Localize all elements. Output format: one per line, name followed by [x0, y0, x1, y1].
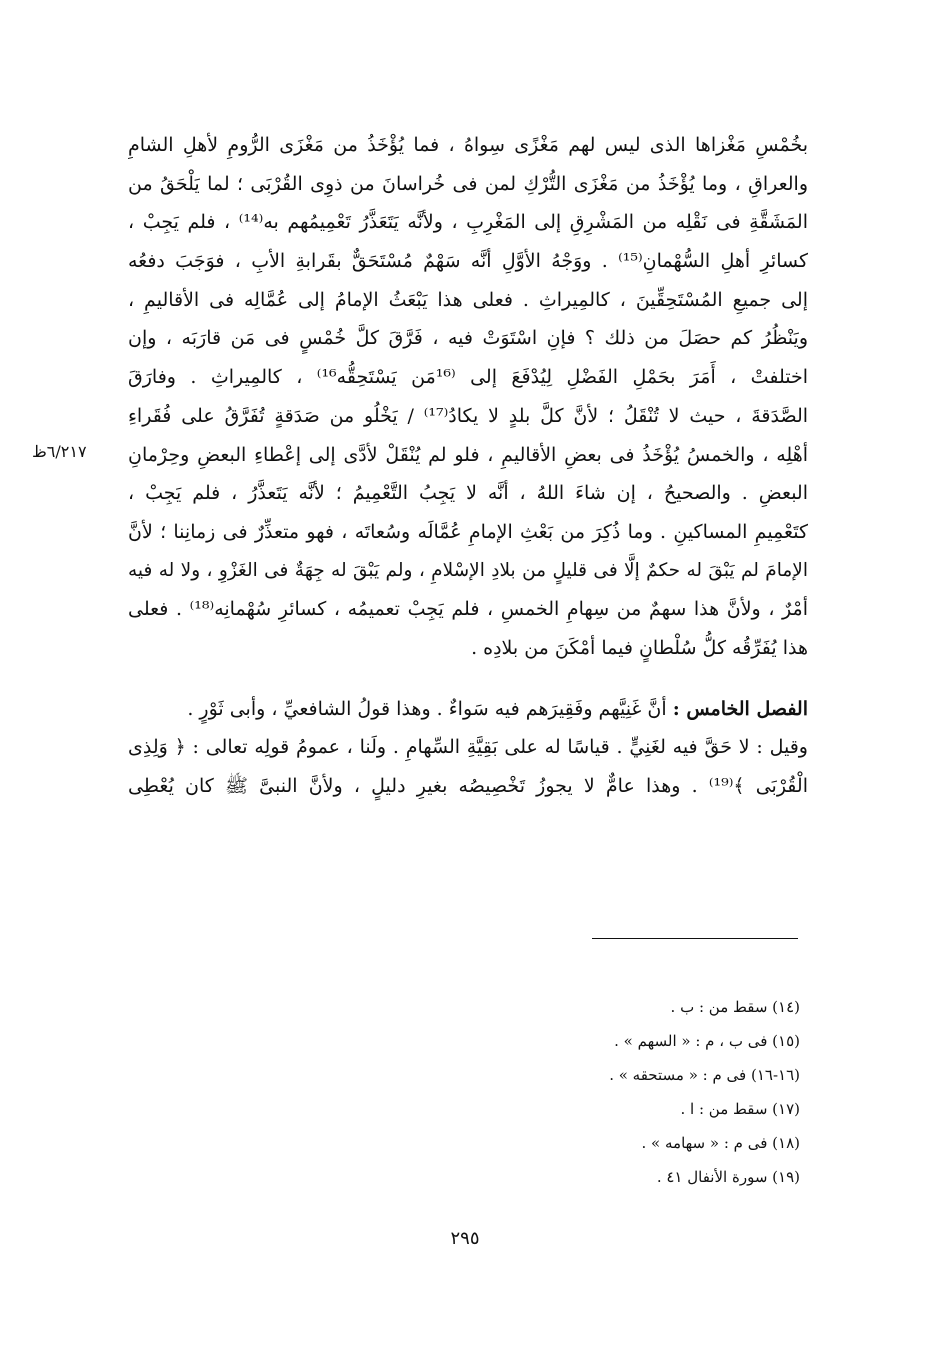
text-line: الصَّدَقةَ ، حيث لا تُنْقَلُ ؛ لأنَّ كلَّ بلدٍ لا يكادُ⁽¹⁷⁾ / يَخْلُو من صَدَقةٍ تُفَرَّقُ على فُقَراءِ [128, 404, 808, 427]
text-line: اختلفتْ ، أَمَرَ بحَمْلِ الفَضْلِ لِيُدْفَعَ إلى ⁽¹⁶مَن يَسْتَحِقُّه¹⁶⁾ ، كالمِيراثِ . وفارَقَ [128, 366, 808, 389]
footnote: (١٤) سقط من : ب . [670, 998, 800, 1016]
text-line: إلى جميعِ المُسْتَحِقِّينَ ، كالمِيراثِ . فعلى هذا يَبْعَثُ الإمامُ إلى عُمَّالِه فى الأقاليمِ ، [128, 288, 808, 311]
text-line: أمْرٌ ، ولأنَّ هذا سهمٌ من سِهامِ الخمسِ ، فلم يَجِبْ تعميمُه ، كسائرِ سُهْمانِه⁽¹⁸⁾ . فعلى [128, 598, 808, 621]
footnote: (١٩) سورة الأنفال ٤١ . [656, 1168, 800, 1186]
footnote: (١٦-١٦) فى م : « مستحقه » . [609, 1066, 800, 1084]
section-text: أنَّ غَنِيَّهم وفَقِيرَهم فيه سَواءٌ . وهذا قولُ الشافعيِّ ، وأبى ثَوْرٍ . [187, 697, 667, 720]
body-paragraph [128, 126, 808, 668]
section-paragraph [128, 690, 808, 806]
main-text [128, 126, 808, 806]
text-line: أهْلِه ، والخمسُ يُؤْخَذُ فى بعضِ الأقاليمِ ، فلو لم يُنْقَلْ لأدَّى إلى إعْطاءِ البعضِ وحِرْمانِ [128, 443, 808, 466]
text-line: بخُمْسِ مَغْزاها الذى ليس لهم مَغْزًى سِواهُ ، فما يُؤْخَذُ من مَغْزَى الرُّومِ لأهلِ الشامِ [128, 134, 808, 156]
section-heading: الفصل الخامس : [672, 697, 808, 720]
text-line: الْقُرْبَى ﴾⁽¹⁹⁾ . وهذا عامٌّ لا يجوزُ تَخْصِيصُه بغيرِ دليلٍ ، ولأنَّ النبىَّ ﷺ كان يُعْطِى [128, 775, 808, 797]
text-line: والعراقِ ، وما يُؤْخَذُ من مَغْزَى التُّرْكِ لمن فى خُراسانَ من ذوِى القُرْبَى ؛ لما يَلْحَقُ من [128, 172, 808, 195]
footnote: (١٨) فى م : « سهامه » . [641, 1134, 800, 1152]
footnotes-list [500, 990, 800, 1194]
footnote-separator [592, 938, 798, 939]
text-line [128, 690, 808, 729]
margin-folio-reference: ٦/٢١٧ظ [32, 442, 87, 461]
text-line: هذا يُفَرِّقُه كلُّ سُلْطانٍ فيما أمْكَنَ من بلادِه . [471, 636, 808, 659]
text-line: الإمامَ لم يَبْقَ له حكمٌ إلَّا فى قليلٍ من بلادِ الإسْلامِ ، ولم يَبْقَ له جِهَةٌ فى الغَزْوِ ، ولا له فيه [128, 559, 808, 581]
text-line: البعضِ . والصحيحُ ، إن شاءَ اللهُ ، أنَّه لا يَجِبُ التَّعْمِيمُ ؛ لأنَّه يَتَعذَّرُ ، فلم يَجِبْ ، [128, 482, 808, 505]
footnote: (١٥) فى ب ، م : « السهم » . [614, 1032, 800, 1050]
text-line: كتَعْمِيمِ المساكينِ . وما ذُكِرَ من بَعْثِ الإمامِ عُمَّالَه وسُعاتَه ، فهو متعذِّرٌ فى زمانِنا ؛ لأنَّ [128, 520, 808, 543]
footnote: (١٧) سقط من : ا . [680, 1100, 800, 1118]
page-number: ٢٩٥ [450, 1228, 480, 1249]
text-line: وقيل : لا حَقَّ فيه لغَنِيٍّ . قياسًا له على بَقِيَّةِ السِّهامِ . ولَنا ، عمومُ قولِه تعالى : ﴿ وَلِذِى [128, 736, 808, 759]
text-line: المَشَقَّةِ فى نَقْلِه من المَشْرِقِ إلى المَغْرِبِ ، ولأنَّه يَتَعَذَّرُ تَعْمِيمُهم به⁽¹⁴⁾ ، فلم يَجِبْ ، [128, 211, 808, 234]
text-line: كسائرِ أهلِ السُّهْمانِ⁽¹⁵⁾ . ووَجْهُ الأوَّلِ أنَّه سَهْمٌ مُسْتَحَقٌّ بقَرابةِ الأبِ ، فوَجَبَ دفعُه [128, 250, 808, 273]
text-line: ويَنْظُرُ كم حصَلَ من ذلك ؟ فإنِ اسْتَوَتْ فيه ، فَرَّقَ كلَّ خُمْسٍ فى مَن قارَبَه ، وإن [128, 327, 808, 350]
